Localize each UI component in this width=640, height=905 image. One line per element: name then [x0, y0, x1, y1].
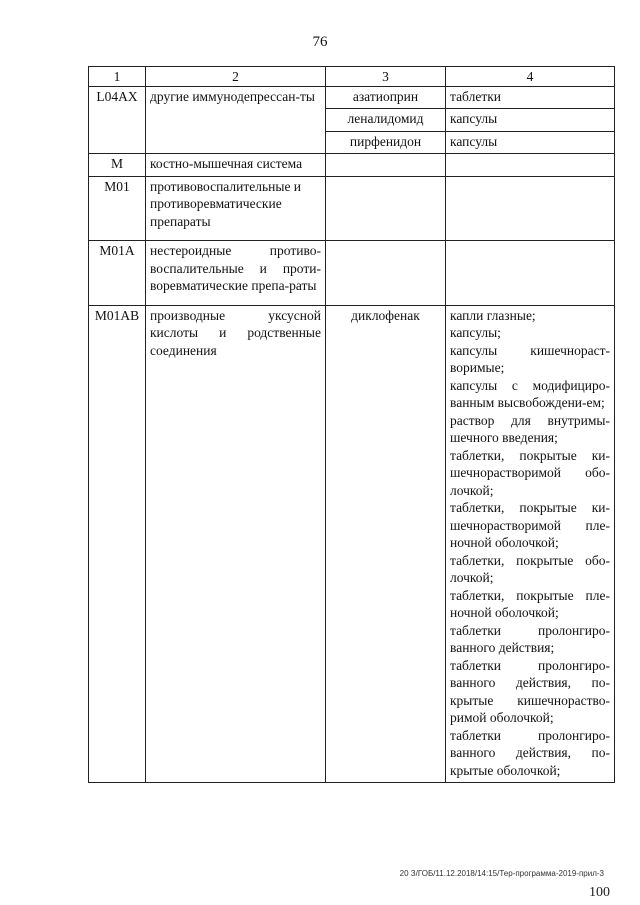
document-reference: 20 З/ГОБ/11.12.2018/14:15/Тер-программа-2019-прил-3	[399, 869, 604, 878]
dosage-form: капсулы с модифициро-ванным высвобождени-ем;	[450, 377, 610, 410]
table-row	[89, 154, 615, 177]
dosage-form: капсулы	[446, 131, 615, 154]
dosage-form: таблетки, покрытые ки-шечнорастворимой обо-лочкой;	[450, 447, 610, 498]
atc-code: М01	[89, 176, 146, 241]
dosage-form: таблетки пролонгиро-ванного действия, по-крытые кишечнораство-римой оболочкой;	[450, 657, 610, 725]
column-header: 3	[326, 67, 446, 87]
atc-code: М	[89, 154, 146, 177]
column-header: 4	[446, 67, 615, 87]
dosage-form: капли глазные;	[450, 307, 536, 323]
atc-code: L04AX	[89, 86, 146, 154]
dosage-form-empty	[446, 241, 615, 306]
table-row	[89, 86, 615, 109]
dosage-form: капсулы кишечнораст-воримые;	[450, 342, 610, 375]
dosage-form: таблетки, покрытые пле-ночной оболочкой;	[450, 587, 610, 620]
atc-group: нестероидные противо-воспалительные и проти-воревматические препа-раты	[146, 241, 326, 306]
dosage-form-list	[446, 305, 615, 783]
drug-name-empty	[326, 154, 446, 177]
drug-name: пирфенидон	[326, 131, 446, 154]
atc-group: костно-мышечная система	[146, 154, 326, 177]
drug-table	[88, 66, 615, 783]
dosage-form: раствор для внутримы-шечного введения;	[450, 412, 610, 445]
dosage-form: капсулы;	[450, 325, 501, 340]
drug-name-empty	[326, 176, 446, 241]
drug-name: диклофенак	[326, 305, 446, 783]
table-row	[89, 176, 615, 241]
drug-name: азатиоприн	[326, 86, 446, 109]
dosage-form-empty	[446, 176, 615, 241]
table-header-row	[89, 67, 615, 87]
drug-name: леналидомид	[326, 109, 446, 132]
atc-code: М01А	[89, 241, 146, 306]
dosage-form-empty	[446, 154, 615, 177]
column-header: 1	[89, 67, 146, 87]
dosage-form: таблетки, покрытые обо-лочкой;	[450, 552, 610, 585]
dosage-form: таблетки	[446, 86, 615, 109]
atc-group: производные уксусной кислоты и родственные соединения	[146, 305, 326, 783]
column-header: 2	[146, 67, 326, 87]
atc-group: противовоспалительные и противоревматические препараты	[146, 176, 326, 241]
dosage-form: таблетки пролонгиро-ванного действия;	[450, 622, 610, 655]
dosage-form: капсулы	[446, 109, 615, 132]
atc-group: другие иммунодепрессан-ты	[146, 86, 326, 154]
page-number: 76	[312, 34, 328, 50]
dosage-form: таблетки пролонгиро-ванного действия, по-крытые оболочкой;	[450, 727, 610, 778]
sheet-number: 100	[589, 885, 610, 900]
drug-name-empty	[326, 241, 446, 306]
atc-code: М01АВ	[89, 305, 146, 783]
dosage-form: таблетки, покрытые ки-шечнорастворимой пле-ночной оболочкой;	[450, 500, 610, 550]
table-row	[89, 305, 615, 783]
table-row	[89, 241, 615, 306]
